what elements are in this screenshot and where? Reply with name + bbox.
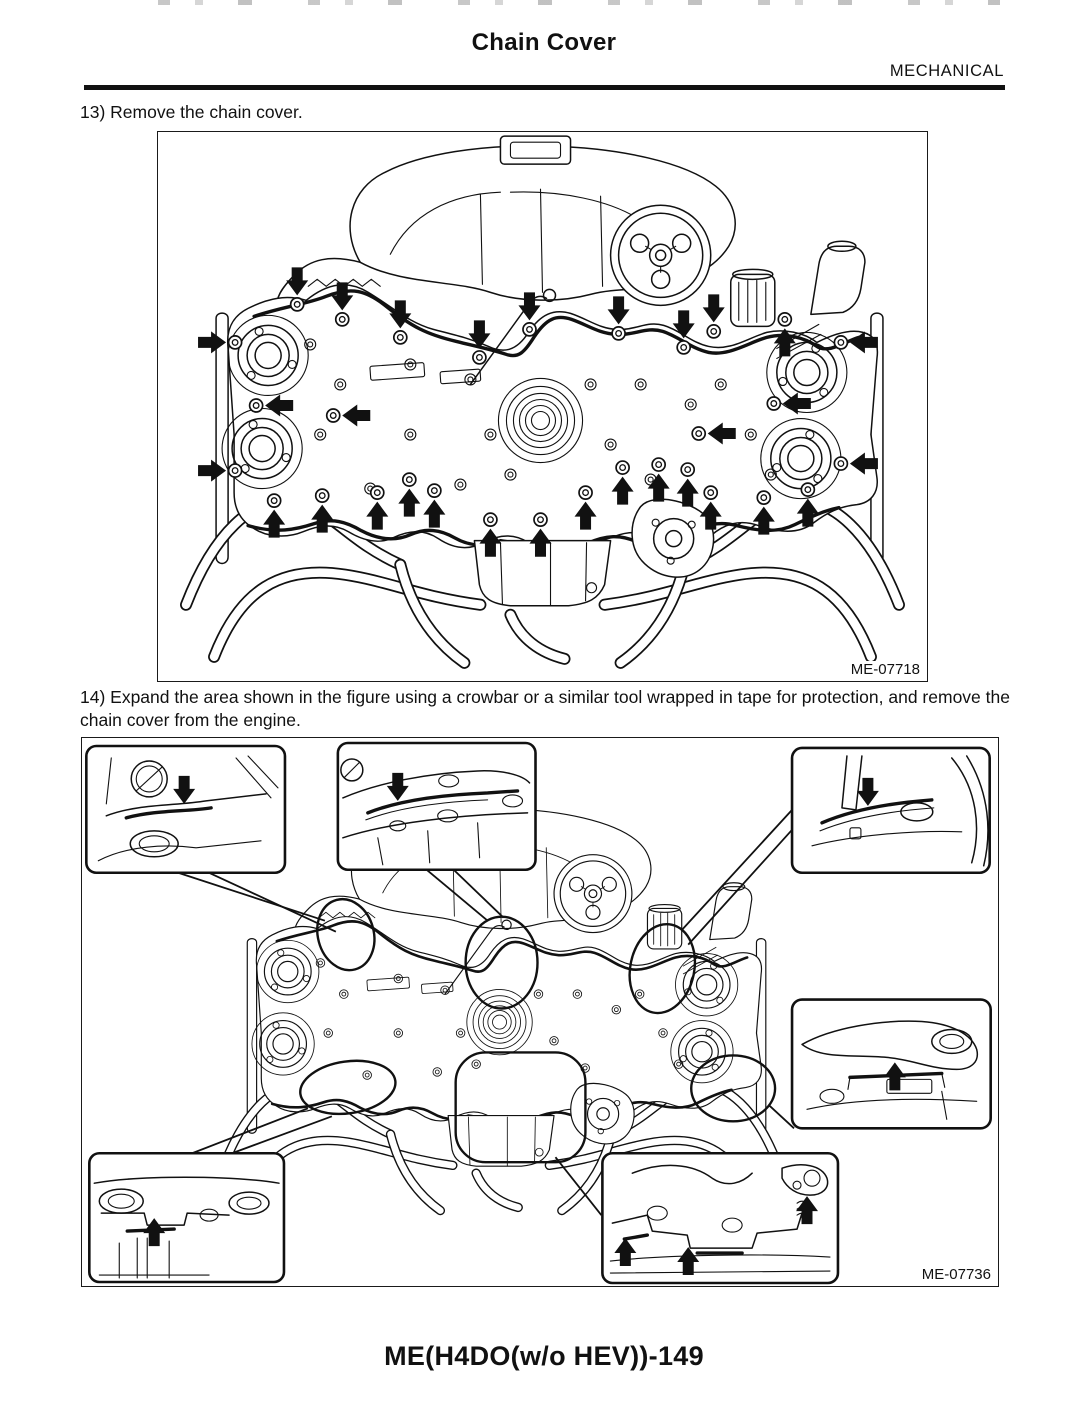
figure1-label: ME-07718 [847, 661, 920, 678]
figure1-drawing [158, 132, 927, 681]
figure-chain-cover-bolts [157, 131, 928, 682]
page-footer-code: ME(H4DO(w/o HEV))-149 [384, 1341, 704, 1371]
section-label: MECHANICAL [889, 62, 1004, 80]
callout-box-right-middle [792, 1000, 991, 1129]
callout-box-top-left [86, 746, 285, 873]
step-13-text: 13) Remove the chain cover. [80, 102, 303, 122]
figure-pry-points [81, 737, 999, 1287]
header-rule [84, 85, 1005, 90]
step-14-text: 14) Expand the area shown in the figure using a crowbar or a similar tool wrapped in tape for protection, and remove the chain cover from the engine. [80, 687, 1010, 730]
callout-box-top-middle [338, 743, 536, 870]
callout-box-top-right [792, 748, 990, 873]
page-title: Chain Cover [471, 29, 617, 56]
callout-box-bottom-left [89, 1153, 284, 1282]
figure2-drawing [82, 738, 998, 1286]
figure2-label: ME-07736 [918, 1266, 991, 1283]
clipped-previous-line [140, 0, 1000, 5]
